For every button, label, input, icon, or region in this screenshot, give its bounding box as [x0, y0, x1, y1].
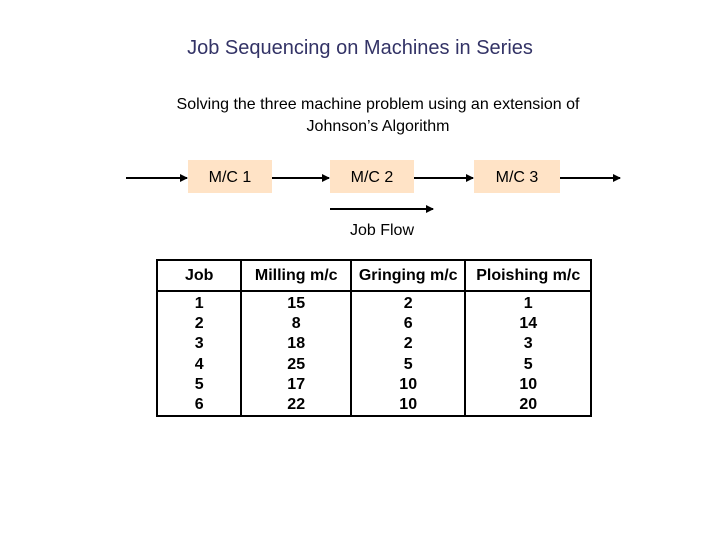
processing-times-table [156, 259, 592, 417]
cell-gringing: 5 [351, 355, 466, 375]
machine-box-2: M/C 2 [330, 160, 414, 193]
table-row [157, 291, 591, 314]
cell-milling: 22 [241, 395, 350, 416]
cell-gringing: 6 [351, 314, 466, 334]
header-job: Job [157, 260, 241, 291]
cell-ploishing: 14 [465, 314, 591, 334]
table-row [157, 355, 591, 375]
cell-job: 2 [157, 314, 241, 334]
cell-milling: 18 [241, 334, 350, 354]
cell-job: 5 [157, 375, 241, 395]
machine-box-1: M/C 1 [188, 160, 272, 193]
machine-box-3: M/C 3 [474, 160, 560, 193]
cell-job: 6 [157, 395, 241, 416]
header-milling: Milling m/c [241, 260, 350, 291]
cell-job: 3 [157, 334, 241, 354]
table-row [157, 375, 591, 395]
cell-gringing: 10 [351, 395, 466, 416]
table-row [157, 395, 591, 416]
cell-job: 4 [157, 355, 241, 375]
subtitle-line-2: Johnson’s Algorithm [306, 118, 450, 135]
job-flow-label: Job Flow [349, 222, 415, 239]
page-title: Job Sequencing on Machines in Series [187, 37, 533, 59]
table-header-row [157, 260, 591, 291]
cell-milling: 17 [241, 375, 350, 395]
cell-ploishing: 10 [465, 375, 591, 395]
cell-gringing: 10 [351, 375, 466, 395]
header-ploishing: Ploishing m/c [465, 260, 591, 291]
table-row [157, 334, 591, 354]
cell-ploishing: 5 [465, 355, 591, 375]
cell-gringing: 2 [351, 291, 466, 314]
table-row [157, 314, 591, 334]
header-gringing: Gringing m/c [351, 260, 466, 291]
cell-ploishing: 3 [465, 334, 591, 354]
cell-ploishing: 20 [465, 395, 591, 416]
cell-milling: 8 [241, 314, 350, 334]
cell-milling: 25 [241, 355, 350, 375]
cell-milling: 15 [241, 291, 350, 314]
cell-gringing: 2 [351, 334, 466, 354]
subtitle-line-1: Solving the three machine problem using an extension of [176, 96, 580, 113]
cell-ploishing: 1 [465, 291, 591, 314]
cell-job: 1 [157, 291, 241, 314]
